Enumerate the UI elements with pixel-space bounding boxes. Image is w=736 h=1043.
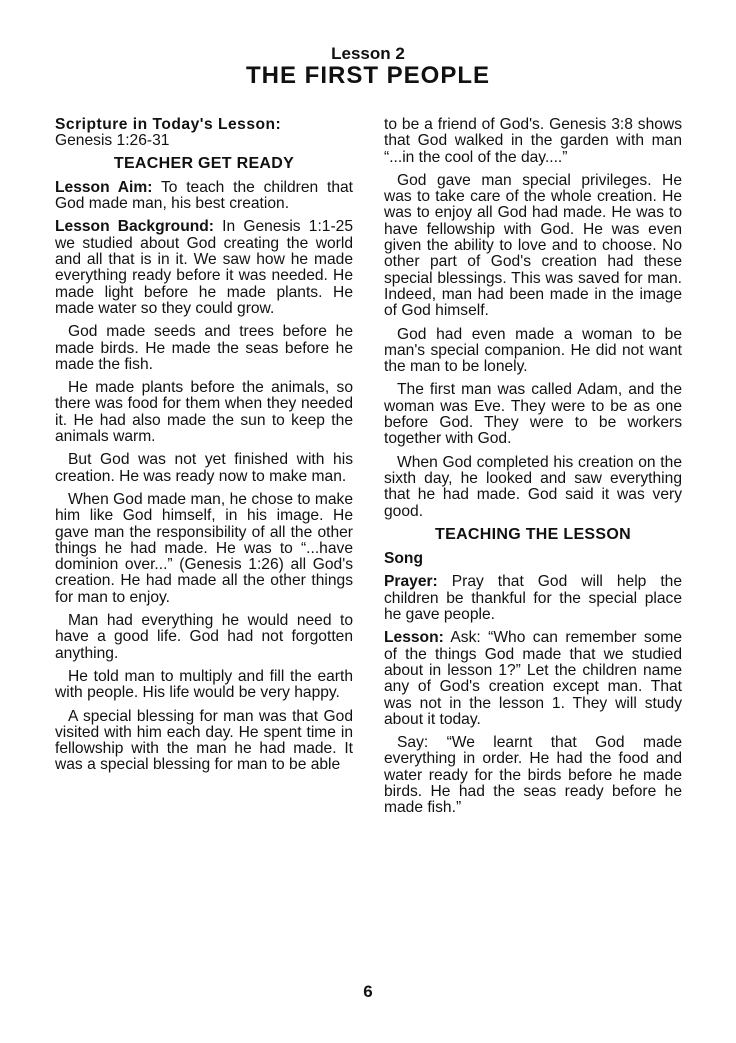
lesson-background-label: Lesson Background: xyxy=(55,218,214,236)
prayer-label: Prayer: xyxy=(384,573,438,591)
paragraph: God had even made a woman to be man's special companion. He did not want the man to be lonely. xyxy=(384,325,682,376)
paragraph-continuation: to be a friend of God's. Genesis 3:8 shows that God walked in the garden with man “...in the cool of the day....” xyxy=(384,116,682,166)
paragraph: Man had everything he would need to have a good life. God had not forgotten anything. xyxy=(55,612,353,662)
paragraph: When God completed his creation on the sixth day, he looked and saw everything that he had made. God said it was very good. xyxy=(384,453,682,520)
paragraph: But God was not yet finished with his creation. He was ready now to make man. xyxy=(55,451,353,485)
left-column xyxy=(55,117,353,781)
lesson-aim-label: Lesson Aim: xyxy=(55,178,153,196)
song-label: Song xyxy=(384,550,423,568)
paragraph: He told man to multiply and fill the earth with people. His life would be very happy. xyxy=(55,667,353,702)
lesson-number: Lesson 2 xyxy=(331,44,405,63)
paragraph: He made plants before the animals, so there was food for them when they needed it. He had also made the sun to keep the animals warm. xyxy=(55,379,353,446)
paragraph: A special blessing for man was that God visited with him each day. He spent time in fellowship with the man he had made. It was a special blessing for man to be able xyxy=(55,707,353,774)
lesson-background-text: In Genesis 1:1-25 we studied about God creating the world and all that is in it. We saw how he made everything ready before it was needed. He made light before he made plants. He made water so they could grow. xyxy=(55,218,353,317)
paragraph: God made seeds and trees before he made birds. He made the seas before he made the fish. xyxy=(55,323,353,373)
scripture-reference: Genesis 1:26-31 xyxy=(55,132,170,150)
lesson-label: Lesson: xyxy=(384,629,444,647)
section-heading-teacher-get-ready: TEACHER GET READY xyxy=(113,154,295,172)
prayer-text: Pray that God will help the children be thankful for the special place he gave people. xyxy=(384,573,682,624)
paragraph: When God made man, he chose to make him like God himself, in his image. He gave man the responsibility of all the other things he had made. He was to “...have dominion over...” (Genesis 1:26) all God's creation. He had made all the other things for man to enjoy. xyxy=(55,490,353,606)
page-title: THE FIRST PEOPLE xyxy=(245,62,491,89)
section-heading-teaching-the-lesson: TEACHING THE LESSON xyxy=(435,525,631,543)
scripture-label: Scripture in Today's Lesson: xyxy=(55,116,282,133)
lesson-text: Ask: “Who can remember some of the things God made that we studied about in lesson 1?” Let the children name any of God's creation except man. That was not in the lesson 1. They will study about it today. xyxy=(384,629,682,728)
page-number: 6 xyxy=(363,982,373,1001)
paragraph: God gave man special privileges. He was to take care of the whole creation. He was to enjoy all God had made. He was to have fellowship with God. He was even given the ability to love and to choose. No other part of God's creation had these special blessings. This was saved for man. Indeed, man had been made in the image of God himself. xyxy=(384,171,682,320)
lesson-aim-text: To teach the children that God made man, his best creation. xyxy=(55,178,353,213)
right-column xyxy=(384,117,682,824)
paragraph: The first man was called Adam, and the woman was Eve. They were to be as one before God. They were to be workers together with God. xyxy=(384,381,682,448)
paragraph: Say: “We learnt that God made everything in order. He had the food and water ready for the birds before he made birds. He had the seas ready before he made fish.” xyxy=(384,734,682,817)
